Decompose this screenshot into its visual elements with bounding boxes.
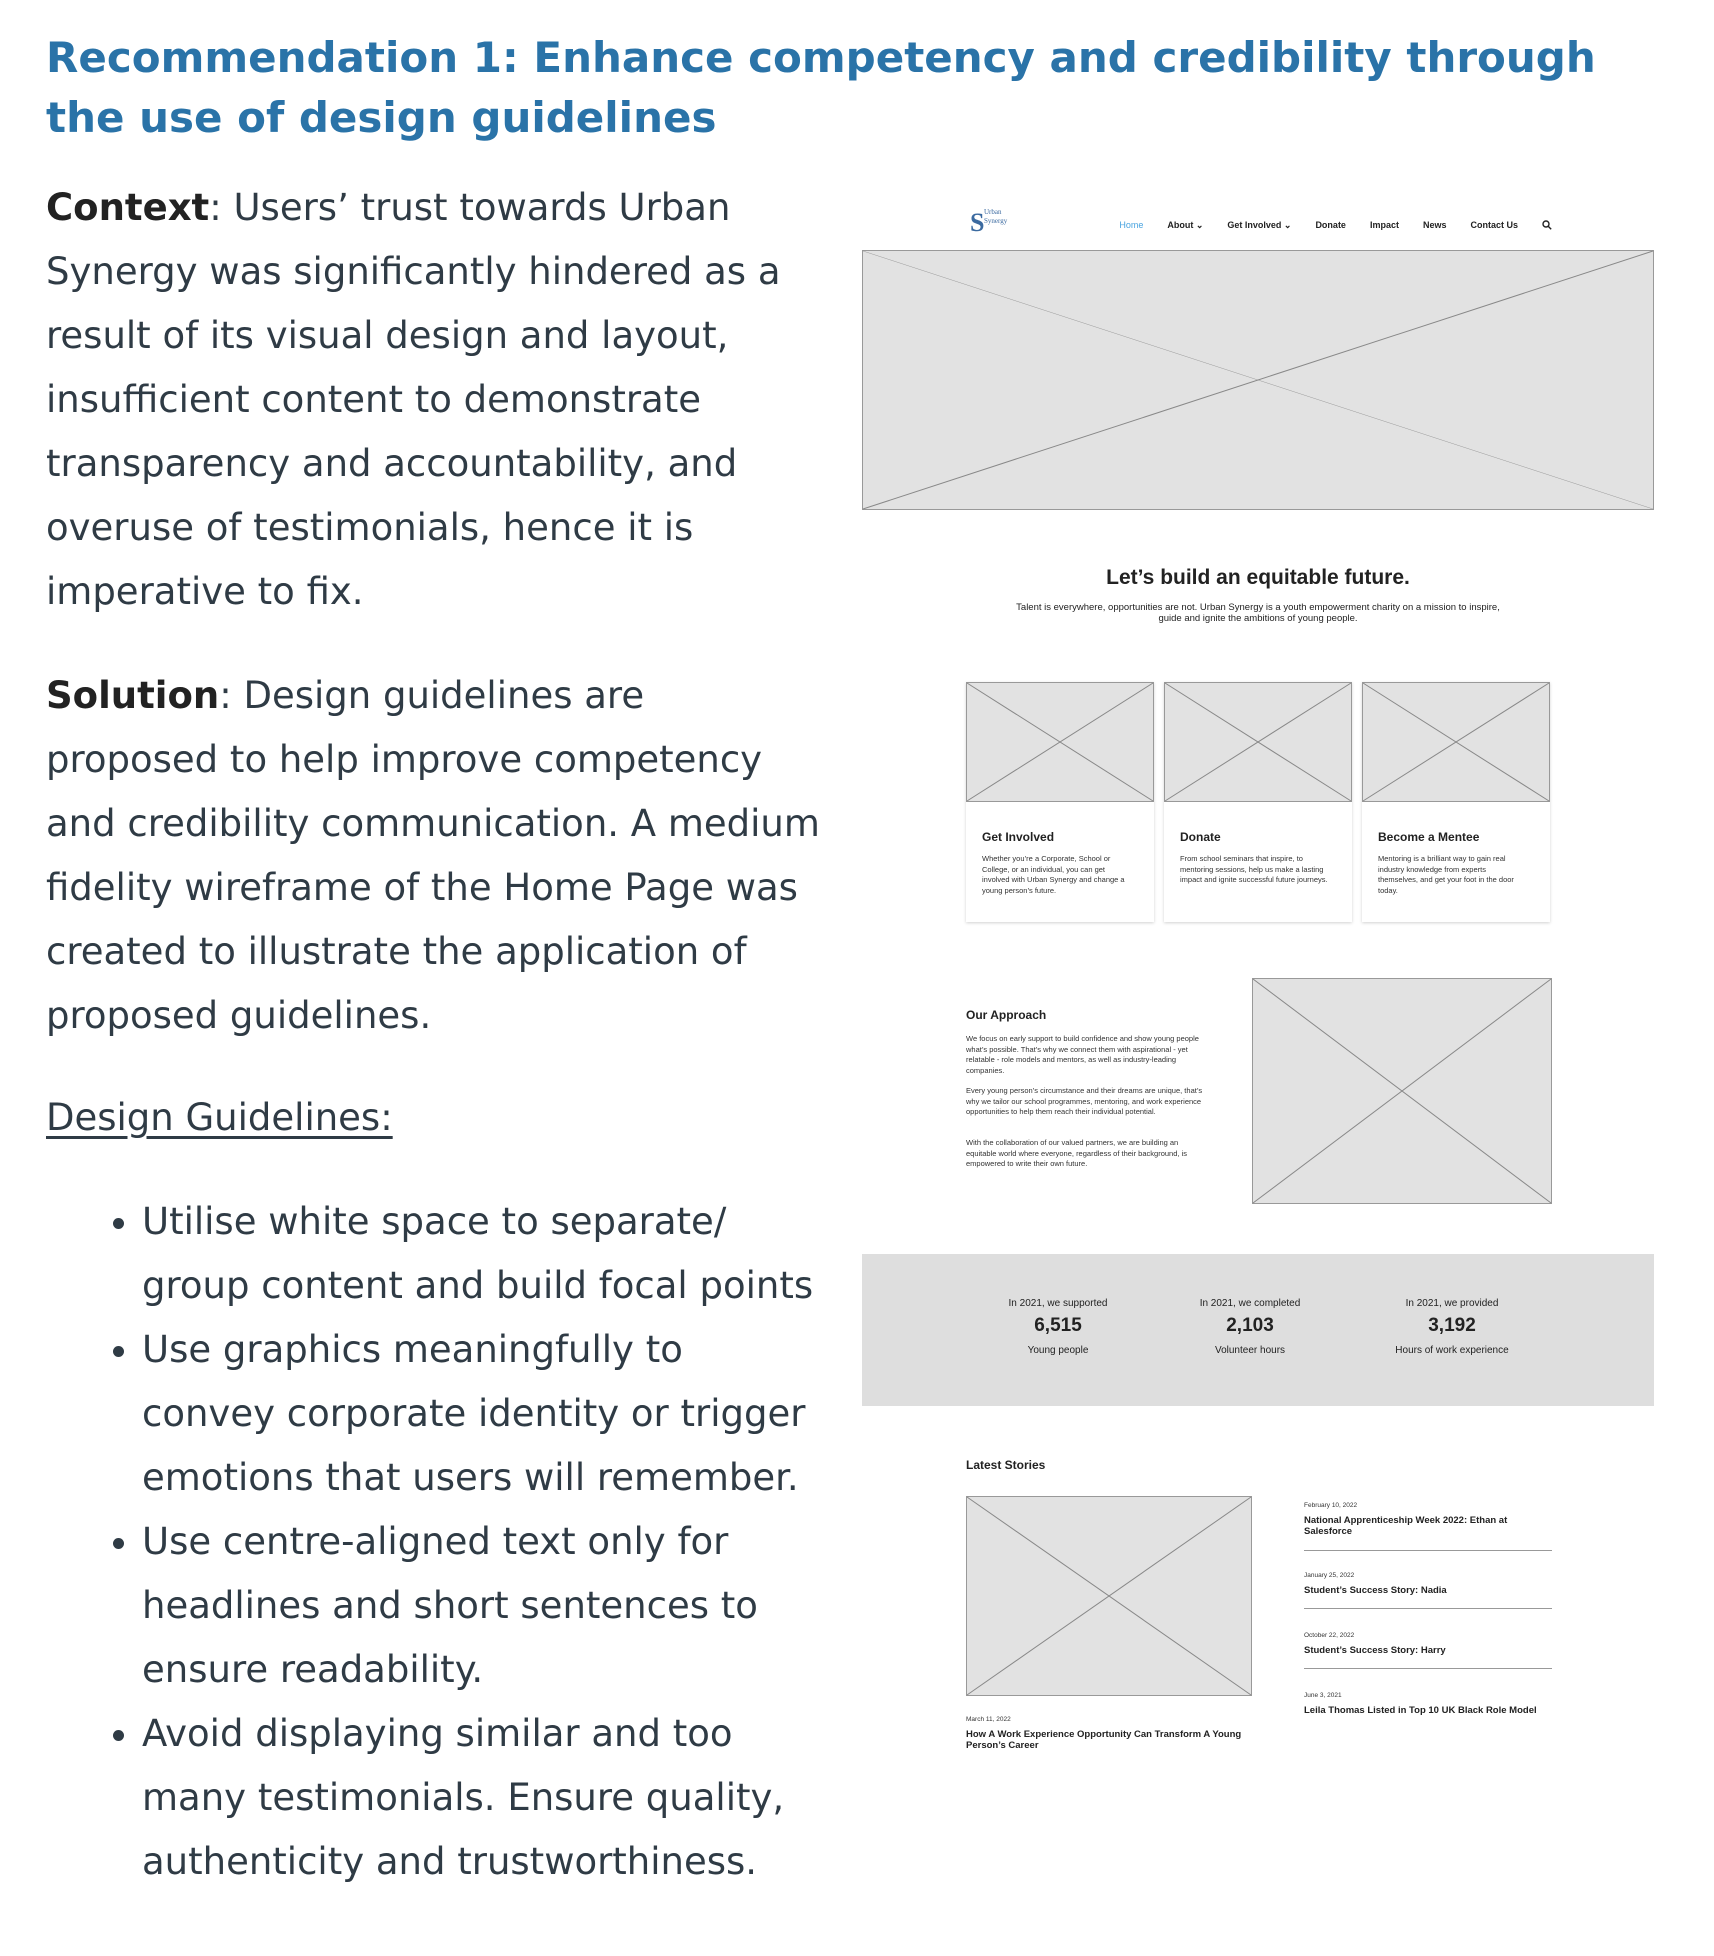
stat-label: Volunteer hours xyxy=(1214,1345,1286,1356)
guidelines-list xyxy=(46,1190,826,1894)
story-divider xyxy=(1304,1668,1552,1669)
story-item[interactable] xyxy=(1304,1692,1552,1716)
impact-stats-band xyxy=(862,1254,1654,1406)
card-image-placeholder xyxy=(1362,682,1550,802)
card-donate[interactable] xyxy=(1164,682,1352,922)
home-page-wireframe xyxy=(862,190,1654,1750)
card-get-involved[interactable] xyxy=(966,682,1154,922)
card-title: Donate xyxy=(1180,830,1221,844)
nav-news[interactable]: News xyxy=(1422,220,1447,230)
story-item[interactable] xyxy=(1304,1632,1552,1656)
story-date: March 11, 2022 xyxy=(966,1716,1011,1723)
recommendation-heading: Recommendation 1: Enhance competency and credibility through the use of design guidelines xyxy=(46,33,1596,142)
stat-volunteer-hours xyxy=(1160,1298,1340,1356)
approach-paragraph: With the collaboration of our valued partners, we are building an equitable world where everyone, regardless of their background, is empowered to write their own future. xyxy=(966,1138,1187,1168)
story-item[interactable] xyxy=(1304,1502,1552,1537)
nav-contact-us[interactable]: Contact Us xyxy=(1470,220,1518,230)
logo-letter: S xyxy=(970,208,985,237)
guideline-item: • Utilise white space to separate/ group content and build focal points xyxy=(142,1190,826,1318)
stat-work-experience xyxy=(1352,1298,1552,1356)
story-title: Student’s Success Story: Nadia xyxy=(1304,1585,1447,1596)
stat-pre: In 2021, we supported xyxy=(1008,1298,1108,1309)
card-title: Get Involved xyxy=(982,830,1055,844)
story-title: Leila Thomas Listed in Top 10 UK Black Role Model xyxy=(1304,1705,1537,1716)
story-title: Student’s Success Story: Harry xyxy=(1304,1645,1446,1656)
guideline-item: • Use graphics meaningfully to convey corporate identity or trigger emotions that users will remember. xyxy=(142,1318,826,1510)
nav-home[interactable]: Home xyxy=(1119,220,1144,230)
context-paragraph xyxy=(46,176,826,624)
nav-items xyxy=(1119,220,1552,233)
our-approach-title: Our Approach xyxy=(966,1008,1047,1022)
card-text: Whether you’re a Corporate, School or College, or an individual, you can get involved with Urban Synergy and change a young person’s future. xyxy=(982,854,1125,895)
stat-label: Young people xyxy=(1027,1345,1089,1356)
hero-image-placeholder xyxy=(862,250,1654,510)
guideline-item: • Use centre-aligned text only for headlines and short sentences to ensure readability. xyxy=(142,1510,826,1702)
hero-title: Let’s build an equitable future. xyxy=(1106,566,1410,589)
approach-image-placeholder xyxy=(1252,978,1552,1204)
story-image-placeholder xyxy=(966,1496,1252,1696)
nav-impact[interactable]: Impact xyxy=(1369,220,1399,230)
approach-paragraph: We focus on early support to build confidence and show young people what’s possible. That’s why we connect them with aspirational - yet relatable - role models and mentors, as well as industry-leading companies. xyxy=(966,1034,1199,1075)
solution-text: : Design guidelines are proposed to help improve competency and credibility communication. A medium fidelity wireframe of the Home Page was created to illustrate the application of proposed guidelines. xyxy=(46,674,820,1037)
story-date: June 3, 2021 xyxy=(1304,1692,1342,1699)
solution-paragraph xyxy=(46,664,826,1048)
stat-number: 2,103 xyxy=(1226,1315,1274,1336)
text-column xyxy=(46,176,826,1894)
hero-subtitle: Talent is everywhere, opportunities are not. Urban Synergy is a youth empowerment charity on a mission to inspire, guide and ignite the ambitions of young people. xyxy=(1016,602,1500,624)
nav-donate[interactable]: Donate xyxy=(1315,220,1346,230)
context-label: Context xyxy=(46,186,210,229)
story-item[interactable] xyxy=(1304,1572,1552,1596)
solution-label: Solution xyxy=(46,674,220,717)
card-image-placeholder xyxy=(966,682,1154,802)
logo-small-text: Urban Synergy xyxy=(984,208,1008,225)
design-guidelines-title: Design Guidelines: xyxy=(46,1096,393,1139)
card-image-placeholder xyxy=(1164,682,1352,802)
card-title: Become a Mentee xyxy=(1378,830,1480,844)
nav-about[interactable]: About ⌄ xyxy=(1167,220,1204,230)
story-divider xyxy=(1304,1608,1552,1609)
stat-pre: In 2021, we completed xyxy=(1199,1298,1301,1309)
story-title: How A Work Experience Opportunity Can Transform A Young Person’s Career xyxy=(966,1729,1242,1751)
card-text: From school seminars that inspire, to mentoring sessions, help us make a lasting impact and ignite successful future journeys. xyxy=(1180,854,1328,884)
latest-stories-title: Latest Stories xyxy=(966,1458,1046,1472)
wireframe-nav xyxy=(862,190,1654,237)
stat-number: 6,515 xyxy=(1034,1315,1082,1336)
context-text: : Users’ trust towards Urban Synergy was significantly hindered as a result of its visual design and layout, insufficient content to demonstrate transparency and accountability, and overuse of testimonials, hence it is imperative to fix. xyxy=(46,186,781,613)
story-divider xyxy=(1304,1550,1552,1551)
card-text: Mentoring is a brilliant way to gain real industry knowledge from experts themselves, and get your foot in the door today. xyxy=(1378,854,1514,895)
stat-number: 3,192 xyxy=(1428,1315,1476,1336)
nav-get-involved[interactable]: Get Involved ⌄ xyxy=(1227,220,1292,230)
story-date: February 10, 2022 xyxy=(1304,1502,1358,1509)
search-icon[interactable] xyxy=(1542,220,1552,233)
urban-synergy-logo xyxy=(970,208,1008,238)
stat-pre: In 2021, we provided xyxy=(1405,1298,1499,1309)
main-story[interactable] xyxy=(966,1716,1256,1751)
approach-paragraph: Every young person’s circumstance and their dreams are unique, that’s why we tailor our school programmes, mentoring, and work experience opportunities to help them reach their individual potential. xyxy=(966,1086,1203,1116)
story-date: October 22, 2022 xyxy=(1304,1632,1355,1639)
guideline-item: • Avoid displaying similar and too many testimonials. Ensure quality, authenticity and trustworthiness. xyxy=(142,1702,826,1894)
stat-young-people xyxy=(968,1298,1148,1356)
stat-label: Hours of work experience xyxy=(1395,1345,1509,1356)
story-date: January 25, 2022 xyxy=(1304,1572,1355,1579)
card-become-a-mentee[interactable] xyxy=(1362,682,1550,922)
story-title: National Apprenticeship Week 2022: Ethan at Salesforce xyxy=(1304,1515,1508,1537)
